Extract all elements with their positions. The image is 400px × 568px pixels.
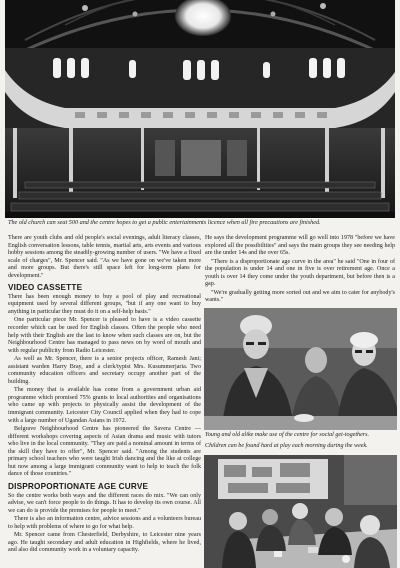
women-photo-caption: Young and old alike make use of the centre for social get-togethers. — [205, 432, 370, 438]
paragraph: So the centre works both ways and the different races do mix. "We can only advise, we can't force people to do things. It has to develop its own course. All we can do is provide the premises for people to meet." — [8, 492, 201, 514]
right-column — [205, 235, 395, 306]
children-photo — [204, 455, 397, 568]
women-illustration — [204, 308, 397, 430]
paragraph: "We're gradually getting more sorted out and we aim to cater for anybody's wants." — [205, 289, 395, 304]
heading-age-curve: DISPROPORTIONATE AGE CURVE — [8, 481, 149, 491]
women-photo — [204, 308, 397, 430]
paragraph: The money that is available has come from a government urban aid programme which promised 75% grants to local authorities and organisations who came up with projects to physically assist the development of the immigrant community. Leicester City Council applied when they had to cope with a large number of Ugandan Asians in 1972. — [8, 387, 201, 424]
children-illustration — [204, 455, 397, 568]
heading-video-cassette: VIDEO CASSETTE — [8, 283, 83, 293]
left-column — [8, 235, 201, 556]
paragraph: One particular piece Mr. Spencer is pleased to have is a video cassette recorder which can be used for English classes. Often the people who need help with their English are the last to know when such classes are on, but the Neighbourhood Centre has managed to pass news on by word of mouth and with regular publicity from Radio Leicester. — [8, 317, 201, 354]
paragraph: "There is a disproportionate age curve in the area" he said "One in four of the population is under 14 and one in five is over retirement age. Once a youth is over 14 they come under the youth department, but before then is a gap. — [205, 258, 395, 288]
hero-caption: The old church can seat 500 and the centre hopes to get a public entertainments licence when all fire precautions are finished. — [8, 219, 321, 226]
paragraph: There is also an information centre, advice sessions and a volunteers bureau to help with problems of where to go for what help. — [8, 516, 201, 530]
children-photo-caption: Children can be found hard at play each morning during the week. — [205, 443, 368, 449]
paragraph: Belgrave Neighbourhood Centre has pioneered the Savera Centre —different workshops covering aspects of Asian drama and music with tutors who live in the local community. "They are paid a nominal amount in terms of the skill they have to offer", Mr. Spencer said. "Among the students are primary school teachers who were taught Irish dancing and the like at college but now among a large immigrant community want to help to teach the folk dance of those countries." — [8, 426, 201, 478]
church-interior-illustration — [5, 0, 395, 218]
paragraph: He says the development programme will go well into 1978 "before we have explored all the possibilities" and says the main groups they see needing help are the under 14s and the over 65s. — [205, 235, 395, 257]
paragraph: There has been enough money to buy a pool of play and recreational equipment used by several different groups, "but if any one want to buy anything in particular they must do it on a self-help basis." — [8, 293, 201, 315]
intro-paragraph: There are youth clubs and old people's social evenings, adult literacy classes, English conversation lessons, table tennis, martial arts, arts events and various hobby sessions among the steadily-growing number of users. "We have a fixed scale of charges", Mr. Spencer said. "As we have gone on we've taken more and more groups. But there's still space left for long-term plans for development." — [8, 235, 201, 279]
paragraph: As well as Mr. Spencer, there is a senior projects officer, Ramesh Jani; assistant warden Harry Bray, and a clerk/typist Mrs. Kusummerjaria. Two community education officers and secretary occupy another part of the building. — [8, 356, 201, 385]
paragraph: Mr. Spencer came from Chesterfield, Derbyshire, to Leicester nine years ago. He taught secondary and adult education in Highfields, where he lived, and also did community work in a voluntary capacity. — [8, 532, 201, 554]
church-interior-photo — [5, 0, 395, 218]
